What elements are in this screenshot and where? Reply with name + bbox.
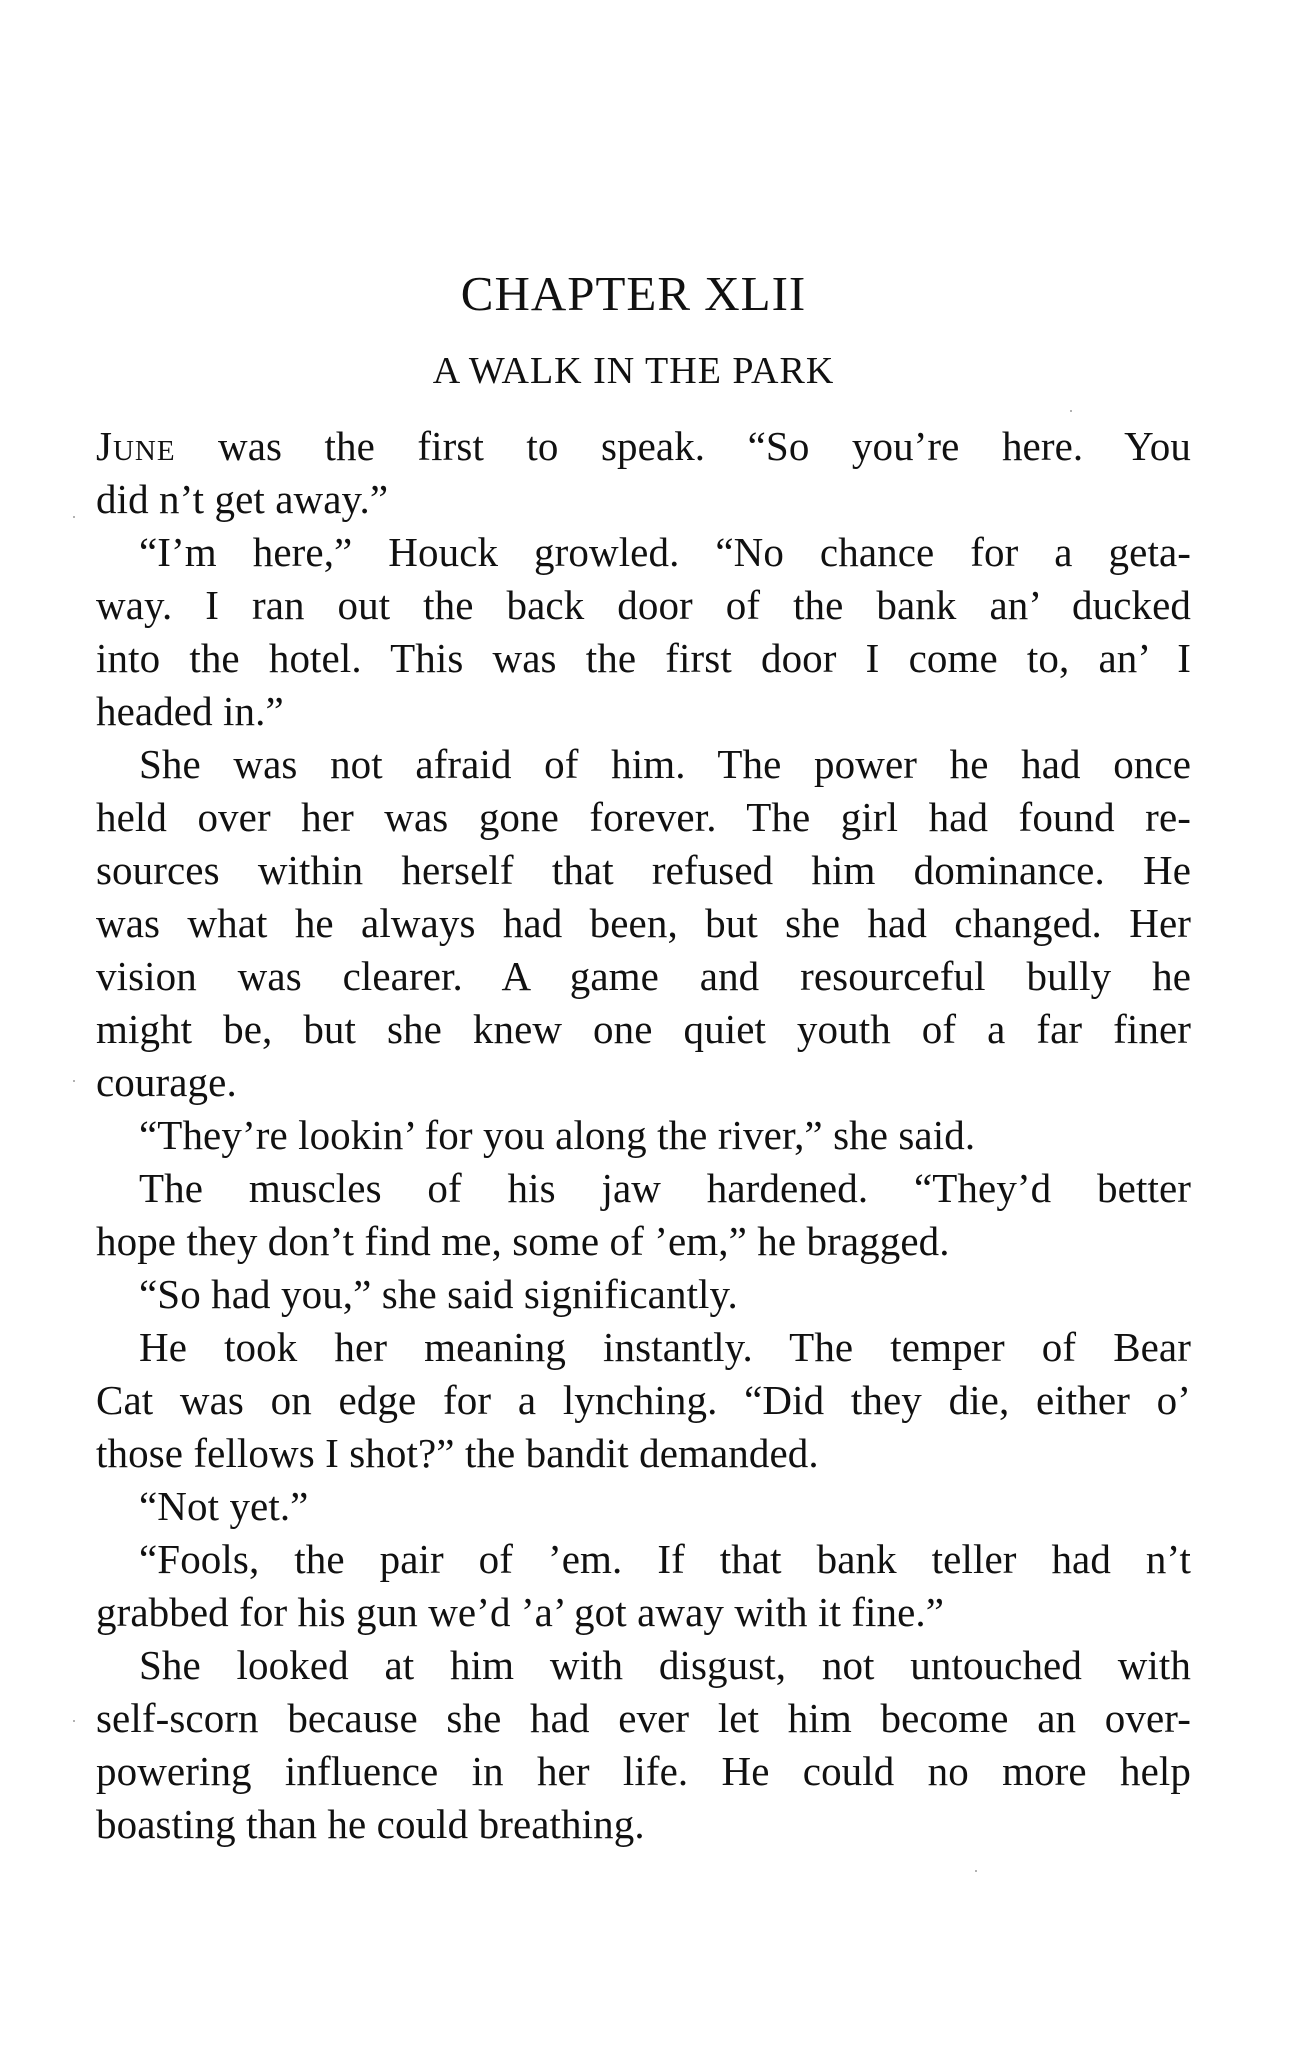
text-line	[96, 473, 1191, 526]
paper-speck	[73, 516, 75, 518]
text-line	[96, 685, 1191, 738]
line-text: grabbed for his gun we’d ’a’ got away with it fine.”	[96, 1589, 945, 1635]
text-line	[96, 1745, 1191, 1798]
text-line	[96, 1798, 1191, 1851]
line-text: courage.	[96, 1059, 237, 1105]
line-text: held over her was gone forever. The girl had found re-	[96, 794, 1191, 840]
line-text: might be, but she knew one quiet youth of a far finer	[96, 1006, 1191, 1052]
text-line	[96, 1639, 1191, 1692]
line-text: was the first to speak. “So you’re here. You	[175, 423, 1191, 469]
lead-word: June	[96, 423, 176, 469]
text-line	[96, 1427, 1191, 1480]
text-line	[96, 1480, 1191, 1533]
line-text: powering influence in her life. He could no more help	[96, 1748, 1191, 1794]
text-line	[96, 1321, 1191, 1374]
line-text: way. I ran out the back door of the bank an’ ducked	[96, 582, 1191, 628]
text-line	[96, 1533, 1191, 1586]
line-text: She looked at him with disgust, not untouched with	[139, 1642, 1191, 1688]
text-line	[96, 1003, 1191, 1056]
text-line	[96, 1374, 1191, 1427]
line-text: self-scorn because she had ever let him become an over-	[96, 1695, 1191, 1741]
text-line	[96, 738, 1191, 791]
line-text: “I’m here,” Houck growled. “No chance for a geta-	[139, 529, 1191, 575]
line-text: did n’t get away.”	[96, 476, 389, 522]
line-text: was what he always had been, but she had changed. Her	[96, 900, 1191, 946]
chapter-number: CHAPTER XLII	[460, 266, 807, 321]
line-text: headed in.”	[96, 688, 284, 734]
line-text: The muscles of his jaw hardened. “They’d better	[139, 1165, 1191, 1211]
text-line	[96, 632, 1191, 685]
text-line	[96, 526, 1191, 579]
text-line	[96, 1692, 1191, 1745]
line-text: “So had you,” she said significantly.	[139, 1271, 738, 1317]
text-line	[96, 950, 1191, 1003]
text-line	[96, 579, 1191, 632]
text-line	[96, 420, 1191, 473]
chapter-title: A WALK IN THE PARK	[432, 350, 835, 392]
line-text: “They’re lookin’ for you along the river,” she said.	[139, 1112, 976, 1158]
text-line	[96, 791, 1191, 844]
chapter-body	[96, 420, 1191, 1851]
line-text: She was not afraid of him. The power he had once	[139, 741, 1191, 787]
line-text: vision was clearer. A game and resourceful bully he	[96, 953, 1191, 999]
text-line	[96, 1056, 1191, 1109]
paper-speck	[73, 1720, 75, 1722]
line-text: hope they don’t find me, some of ’em,” he bragged.	[96, 1218, 950, 1264]
paper-speck	[975, 1870, 977, 1872]
text-line	[96, 844, 1191, 897]
line-text: Cat was on edge for a lynching. “Did they die, either o’	[96, 1377, 1191, 1423]
line-text: into the hotel. This was the first door I come to, an’ I	[96, 635, 1191, 681]
line-text: those fellows I shot?” the bandit demanded.	[96, 1430, 819, 1476]
text-line	[96, 1268, 1191, 1321]
paper-speck	[1070, 410, 1072, 412]
line-text: “Not yet.”	[139, 1483, 309, 1529]
line-text: He took her meaning instantly. The temper of Bear	[139, 1324, 1191, 1370]
text-line	[96, 1586, 1191, 1639]
text-line	[96, 897, 1191, 950]
text-line	[96, 1162, 1191, 1215]
line-text: boasting than he could breathing.	[96, 1801, 645, 1847]
text-line	[96, 1215, 1191, 1268]
line-text: sources within herself that refused him dominance. He	[96, 847, 1191, 893]
text-line	[96, 1109, 1191, 1162]
paper-speck	[73, 1080, 75, 1082]
line-text: “Fools, the pair of ’em. If that bank teller had n’t	[139, 1536, 1191, 1582]
